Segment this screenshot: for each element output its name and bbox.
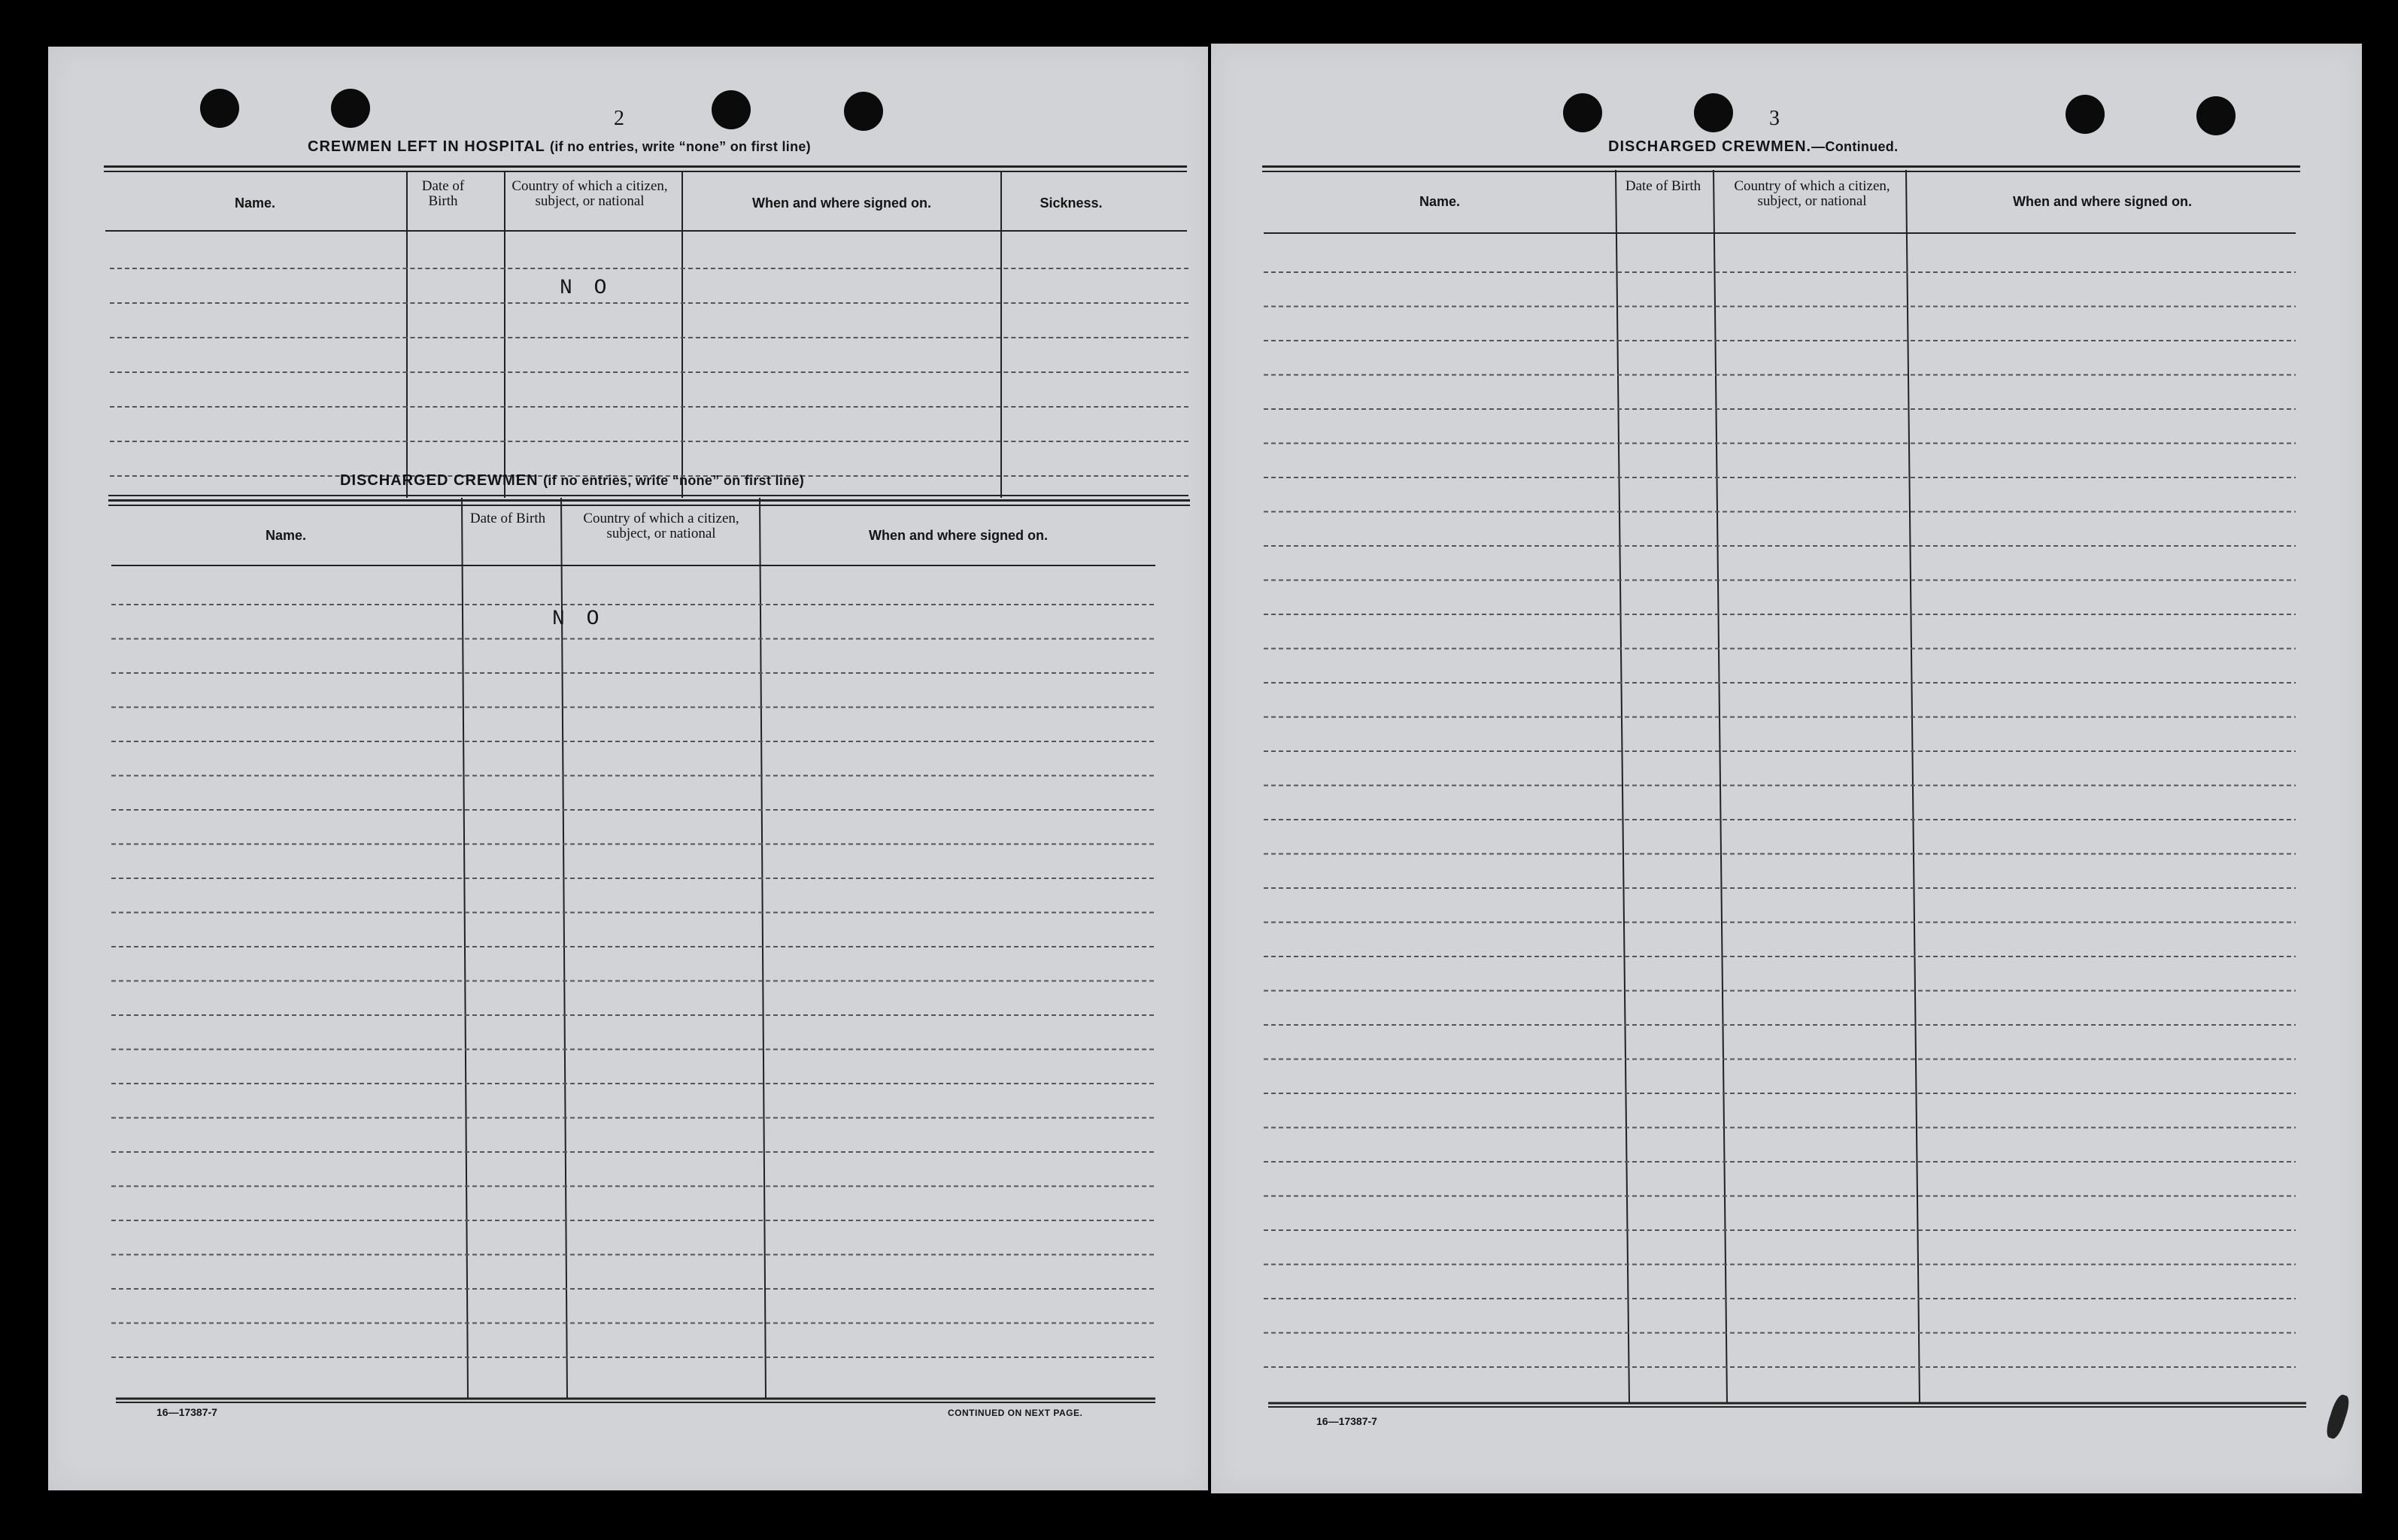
- discharged-col-name: Name.: [265, 528, 307, 543]
- right-title-continued: —Continued.: [1811, 139, 1899, 154]
- page-number: 3: [1769, 107, 1780, 130]
- discharged-col-signed: When and where signed on.: [868, 528, 1049, 543]
- discharged-col-country: Country of which a citizen, subject, or national: [583, 511, 739, 541]
- column-divider: [1616, 170, 1629, 1403]
- right-col-dob: Date of Birth: [1625, 178, 1701, 194]
- hospital-entry-none: N O: [560, 277, 612, 300]
- right-col-country: Country of which a citizen, subject, or national: [1734, 178, 1890, 209]
- hospital-col-name: Name.: [234, 196, 276, 211]
- hospital-title-text: CREWMEN LEFT IN HOSPITAL: [308, 138, 545, 155]
- hospital-col-country: Country of which a citizen, subject, or national: [511, 178, 668, 209]
- discharged-instruction: (if no entries, write “none” on first line): [543, 473, 805, 488]
- column-divider: [1714, 170, 1727, 1403]
- column-divider: [561, 498, 567, 1399]
- page-number: 2: [614, 107, 624, 130]
- form-number: 16—17387-7: [1316, 1415, 1377, 1427]
- column-divider: [462, 498, 468, 1399]
- hospital-instruction: (if no entries, write “none” on first line): [550, 139, 811, 154]
- hospital-col-sickness: Sickness.: [1040, 196, 1103, 211]
- column-divider: [760, 498, 766, 1399]
- right-col-signed: When and where signed on.: [2012, 194, 2193, 209]
- form-number: 16—17387-7: [156, 1406, 217, 1418]
- discharged-entry-none: N O: [552, 608, 604, 631]
- hospital-col-signed: When and where signed on.: [751, 196, 932, 211]
- right-col-name: Name.: [1419, 194, 1461, 209]
- continued-note: CONTINUED ON NEXT PAGE.: [948, 1408, 1083, 1418]
- discharged-title-text: DISCHARGED CREWMEN: [340, 472, 539, 489]
- hospital-col-dob: Date of Birth: [421, 178, 465, 209]
- right-title-text: DISCHARGED CREWMEN.: [1608, 138, 1812, 155]
- column-divider: [1906, 170, 1920, 1403]
- discharged-col-dob: Date of Birth: [469, 511, 546, 526]
